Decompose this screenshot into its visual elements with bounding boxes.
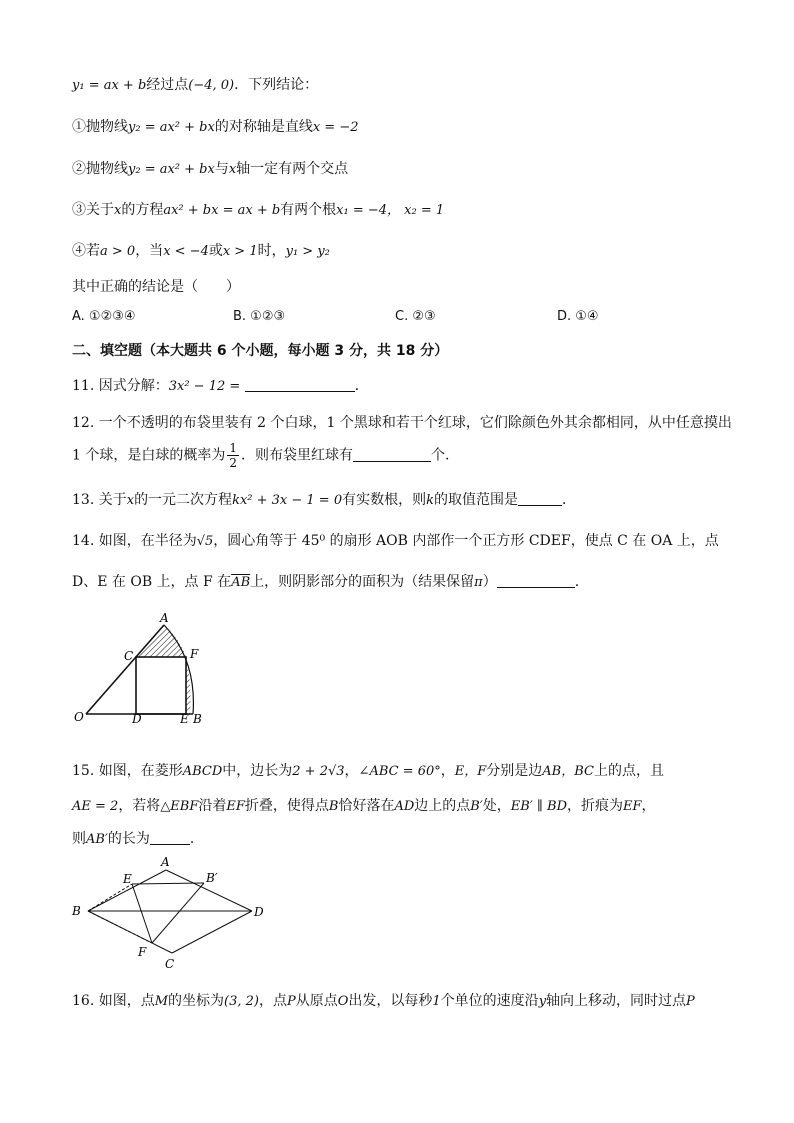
label-e: E	[180, 712, 189, 725]
label-e: E	[123, 872, 132, 886]
label-f: F	[190, 647, 199, 661]
section-title: 二、填空题（本大题共 6 个小题，每小题 3 分，共 18 分）	[72, 343, 449, 359]
conclusion-4: ④若a > 0，当x < −4或x > 1时，y₁ > y₂	[72, 243, 330, 259]
option-d[interactable]: D. ①④	[557, 309, 599, 324]
label-c: C	[165, 957, 175, 971]
intro-line	[72, 74, 318, 94]
label-c: C	[124, 649, 134, 663]
conclusion-3: ③关于x的方程ax² + bx = ax + b有两个根x₁ = −4， x₂ = 1	[72, 202, 445, 218]
question-15-line2: AE = 2，若将△EBF沿着EF折叠，使得点B恰好落在AD边上的点B′处，EB′ ∥ BD，折痕为EF，	[72, 798, 656, 814]
label-d: D	[132, 712, 142, 725]
linear-function: y₁ = ax + b	[72, 78, 147, 93]
answer-blank-11[interactable]	[245, 377, 355, 392]
label-a: A	[160, 611, 169, 625]
intro-text-2: ．下列结论：	[234, 77, 319, 93]
arc-ab: $\overline{AB}$	[231, 575, 251, 590]
label-a: A	[161, 855, 170, 869]
label-o: O	[74, 710, 84, 724]
answer-blank-14[interactable]	[497, 573, 575, 588]
label-b: B	[193, 712, 202, 725]
label-f: F	[138, 945, 147, 959]
option-c[interactable]: C. ②③	[395, 309, 436, 324]
figure-sector-square	[72, 610, 212, 725]
question-14-line1: 14. 如图，在半径为√5，圆心角等于 45⁰ 的扇形 AOB 内部作一个正方形 CDEF，使点 C 在 OA 上，点	[72, 533, 719, 549]
question-11: 11. 因式分解：3x² − 12 = ．	[72, 378, 369, 394]
conclusion-2: ②抛物线y₂ = ax² + bx与x轴一定有两个交点	[72, 161, 349, 177]
question-16: 16. 如图，点M的坐标为(3, 2)，点P从原点O出发，以每秒1个单位的速度沿y轴向上移动，同时过点P	[72, 993, 695, 1009]
intro-text: 经过点	[146, 77, 189, 93]
question-14-line2: D、E 在 OB 上，点 F 在$\overline{AB}$上，则阴影部分的面积为（结果保留π） .	[72, 574, 580, 590]
answer-blank-13[interactable]	[518, 491, 562, 506]
option-b[interactable]: B. ①②③	[233, 309, 286, 324]
figure-rhombus-fold	[68, 852, 273, 974]
label-b-prime: B′	[206, 871, 218, 885]
question-prompt: 其中正确的结论是（ ）	[72, 279, 240, 295]
answer-blank-15[interactable]	[150, 830, 190, 845]
question-12-line1: 12. 一个不透明的布袋里装有 2 个白球，1 个黑球和若干个红球，它们除颜色外其余都相同，从中任意摸出	[72, 415, 732, 431]
option-a[interactable]: A. ①②③④	[72, 309, 136, 324]
question-12-line2: 1 个球，是白球的概率为 $\frac{1}{2}$ ．则布袋里红球有 个.	[72, 441, 450, 470]
question-15-line1: 15. 如图，在菱形ABCD中，边长为2 + 2√3，∠ABC = 60°，E，F分别是边AB，BC上的点，且	[72, 763, 664, 779]
fraction: $\frac{1}{2}$	[229, 441, 237, 470]
question-13: 13. 关于x的一元二次方程kx² + 3x − 1 = 0有实数根，则k的取值范围是 ．	[72, 492, 576, 508]
point: (−4, 0)	[188, 78, 235, 93]
shaded-top	[136, 625, 186, 657]
question-15-line3: 则AB′的长为 ．	[72, 831, 204, 847]
label-b: B	[72, 904, 81, 918]
label-d: D	[254, 905, 264, 919]
answer-blank-12[interactable]	[353, 447, 431, 462]
conclusion-1: ①抛物线y₂ = ax² + bx的对称轴是直线x = −2	[72, 119, 359, 135]
